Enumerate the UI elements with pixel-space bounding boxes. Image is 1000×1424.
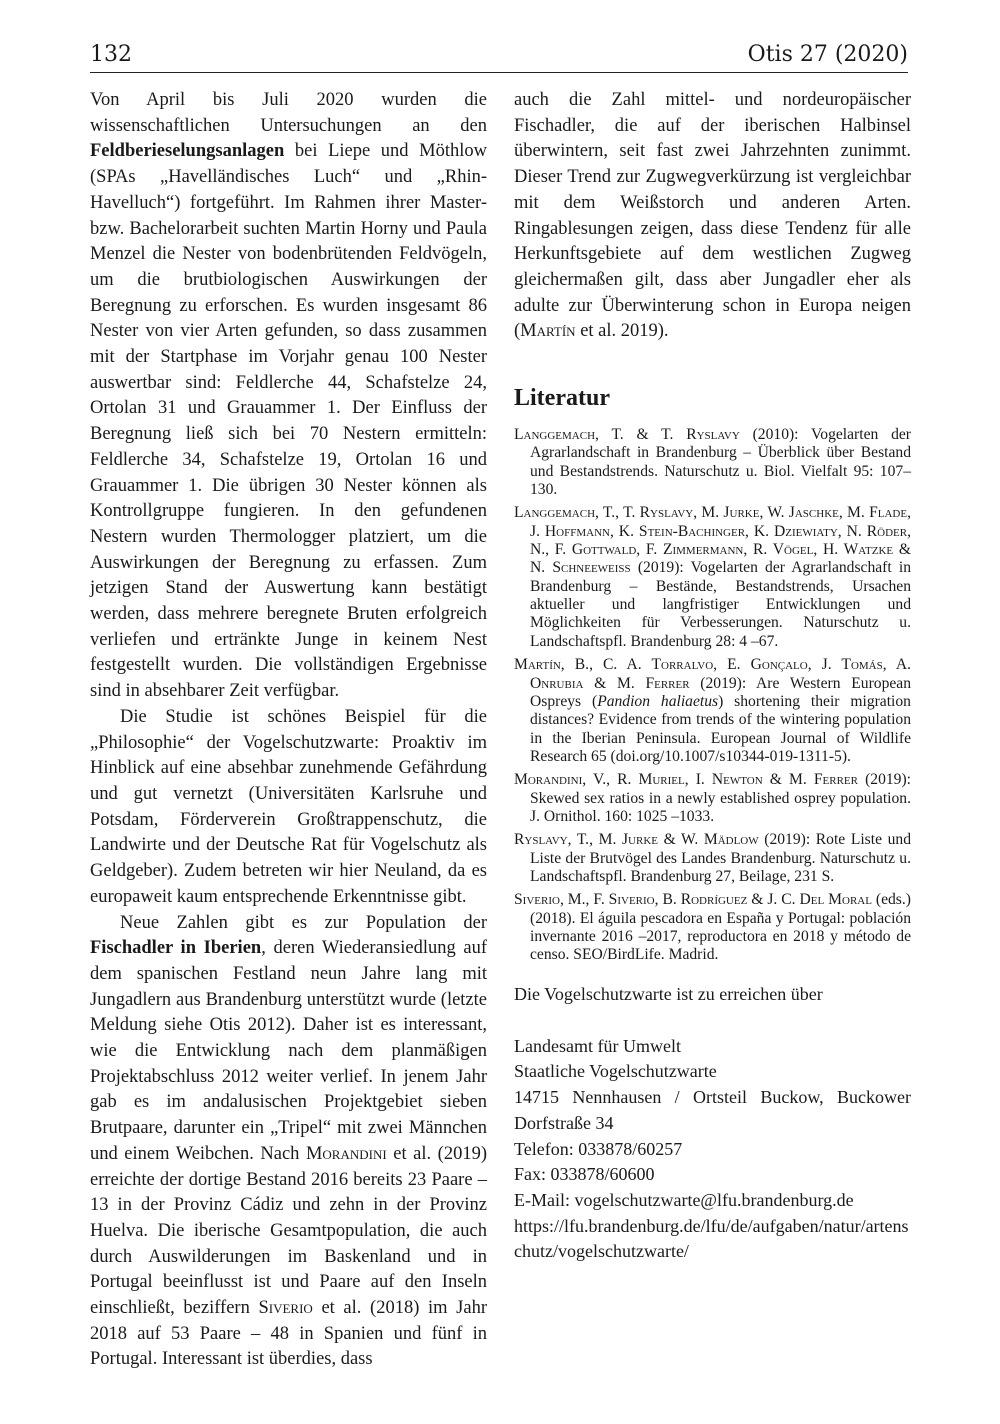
paragraph-feldberieselung	[90, 88, 487, 705]
reference-list	[514, 426, 911, 965]
reference-item	[514, 891, 911, 964]
reference-italic: Pandion haliaetus	[597, 692, 719, 710]
contact-url[interactable]: https://lfu.brandenburg.de/lfu/de/aufgaben/natur/artenschutz/vogelschutzwarte/	[514, 1215, 909, 1262]
bold-term: Feldberieselungsanlagen	[90, 141, 285, 162]
contact-email[interactable]: E-Mail: vogelschutzwarte@lfu.brandenburg.de	[514, 1189, 854, 1210]
contact-block	[514, 982, 911, 1265]
contact-fax: Fax: 033878/60600	[514, 1164, 655, 1185]
reference-text: (2010): Vogelarten der Agrarlandschaft in Brandenburg – Überblick über Bestand und Bestandstrends. Naturschutz u. Biol. Vielfalt 95: 107–130.	[530, 426, 911, 499]
reference-authors: Martín, B., C. A. Torralvo, E. Gonçalo, J. Tomás, A. Onrubia & M. Ferrer	[514, 656, 911, 692]
reference-text: (2019): Skewed sex ratios in a newly established osprey population. J. Ornithol. 160: 1025 –1033.	[530, 771, 912, 825]
contact-intro: Die Vogelschutzwarte ist zu erreichen über	[514, 984, 823, 1004]
reference-authors: Siverio, M., F. Siverio, B. Rodríguez & J. C. Del Moral	[514, 891, 872, 909]
text-run: bei Liepe und Möthlow (SPAs „Havelländisches Luch“ und „Rhin-Havelluch“) fortgeführt. Im Rahmen ihrer Master- bzw. Bachelorarbeit suchten Martin Horny und Paula Menzel die Nester von bodenbrütenden Feldvögeln, um die brutbiologischen Auswirkungen der Beregnung zu erforschen. Es wurden insgesamt 86 Nester von vier Arten gefunden, so dass zusammen mit der Startphase im Vorjahr genau 100 Nester auswertbar sind: Feldlerche 44, Schafstelze 24, Ortolan 31 und Grauammer 1. Der Einfluss der Beregnung ließ sich bei 70 Nestern ermitteln: Feldlerche 34, Schafstelze 19, Ortolan 16 und Grauammer 1. Die übrigen 30 Nester können als Kontrollgruppe fungieren. In den gefundenen Nestern wurden Thermologger platziert, um die Auswirkungen der Beregnung zu erfassen. Zum jetzigen Stand der Auswertung kann bestätigt werden, dass mehrere beregnete Bruten erfolgreich verliefen und ertränkte Junge in keinem Nest festgestellt wurden. Die vollständigen Ergebnisse sind in absehbarer Zeit verfügbar.	[90, 141, 487, 702]
page-number: 132	[90, 42, 132, 67]
reference-authors: Langgemach, T. & T. Ryslavy	[514, 426, 740, 444]
contact-phone: Telefon: 033878/60257	[514, 1138, 683, 1159]
journal-title: Otis 27 (2020)	[747, 42, 908, 67]
paragraph-zugweg	[514, 88, 911, 345]
author-name: Martín	[520, 321, 576, 342]
reference-text: (2019): Vogelarten der Agrarlandschaft in Brandenburg – Bestände, Bestandstrends, Ursachen aktueller und langfristiger Entwicklungen und Möglichkeiten für Verbesserungen. Naturschutz u. Landschaftspfl. Brandenburg 28: 4 –67.	[530, 559, 911, 650]
contact-address: 14715 Nennhausen / Ortsteil Buckow, Buckower Dorfstraße 34	[514, 1087, 911, 1133]
text-run: auch die Zahl mittel- und nordeuropäischer Fischadler, die auf der iberischen Halbinsel überwintern, seit fast zwei Jahrzehnten zunimmt. Dieser Trend zur Zugwegverkürzung ist vergleichbar mit dem Weißstorch und anderen Arten. Ringablesungen zeigen, dass diese Tendenz für alle Herkunftsgebiete auf dem westlichen Zugweg gleichermaßen gilt, dass aber Jungadler eher als adulte zur Überwinterung schon in Europa neigen (	[514, 90, 911, 342]
running-header	[90, 42, 908, 73]
reference-item	[514, 771, 911, 826]
contact-org-unit: Staatliche Vogelschutzwarte	[514, 1061, 717, 1082]
paragraph-fischadler	[90, 911, 487, 1374]
reference-item	[514, 831, 911, 886]
text-run: et al. (2019) erreichte der dortige Bestand 2016 bereits 23 Paare – 13 in der Provinz Cádiz und zehn in der Provinz Huelva. Die iberische Gesamtpopulation, die auch durch Auswilderungen im Baskenland und in Portugal beeinflusst ist und Paare auf den Inseln einschließt, beziffern	[90, 1143, 487, 1319]
text-run: et al. (2018) im Jahr 2018 auf 53 Paare – 48 in Spanien und fünf in Portugal. Interessant ist überdies, dass	[90, 1298, 487, 1370]
text-run: et al. 2019).	[575, 321, 669, 342]
bold-term: Fischadler in Iberien	[90, 938, 262, 959]
reference-item	[514, 656, 911, 766]
text-run: , deren Wiederansiedlung auf dem spanischen Festland neun Jahre lang mit Jungadlern aus Brandenburg unterstützt wurde (letzte Meldung siehe Otis 2012). Daher ist es interessant, wie die Entwicklung nach dem planmäßigen Projektabschluss 2012 weiter verlief. In jenem Jahr gab es im andalusischen Projektgebiet sieben Brutpaare, darunter ein „Tripel“ mit zwei Männchen und einem Weibchen. Nach	[90, 938, 488, 1164]
contact-org: Landesamt für Umwelt	[514, 1035, 681, 1056]
literature-heading: Literatur	[514, 385, 610, 412]
reference-authors: Langgemach, T., T. Ryslavy, M. Jurke, W. Jaschke, M. Flade, J. Hoffmann, K. Stein-Bachinger, K. Dziewiaty, N. Röder, N., F. Gottwald, F. Zimmermann, R. Vögel, H. Watzke & N. Schneeweiss	[514, 504, 911, 577]
reference-text: (2019): Are Western European Ospreys (	[530, 674, 912, 710]
text-run: Von April bis Juli 2020 wurden die wissenschaftlichen Untersuchungen an den	[90, 90, 487, 136]
reference-authors: Morandini, V., R. Muriel, I. Newton & M. Ferrer	[514, 771, 858, 789]
reference-item	[514, 504, 911, 651]
reference-text: (eds.) (2018). El águila pescadora en España y Portugal: población invernante 2016 –2017, reproductora en 2018 y método de censo. SEO/BirdLife. Madrid.	[530, 891, 911, 964]
left-column	[90, 88, 487, 1373]
paragraph-philosophie: Die Studie ist schönes Beispiel für die „Philosophie“ der Vogelschutzwarte: Proaktiv im Hinblick auf eine absehbar zunehmende Gefährdung und gut vernetzt (Universitäten Karlsruhe und Potsdam, Förderverein Großtrappenschutz, die Landwirte und der Deutsche Rat für Vogelschutz als Geldgeber). Zudem betreten wir hier Neuland, da es europaweit kaum entsprechende Erkenntnisse gibt.	[90, 706, 487, 907]
author-name: Siverio	[258, 1298, 313, 1319]
author-name: Morandini	[305, 1143, 387, 1164]
right-column	[514, 88, 911, 970]
text-run: Neue Zahlen gibt es zur Population der	[120, 912, 487, 933]
reference-text: ) shortening their migration distances? Evidence from trends of the wintering population in the Iberian Peninsula. European Journal of Wildlife Research 65 (doi.org/10.1007/s10344-019-1311-5).	[530, 692, 911, 765]
reference-text: (2019): Rote Liste und Liste der Brutvögel des Landes Brandenburg. Naturschutz u. Landschaftspfl. Brandenburg 27, Beilage, 231 S.	[530, 831, 911, 885]
reference-authors: Ryslavy, T., M. Jurke & W. Mädlow	[514, 831, 759, 849]
reference-item	[514, 426, 911, 499]
